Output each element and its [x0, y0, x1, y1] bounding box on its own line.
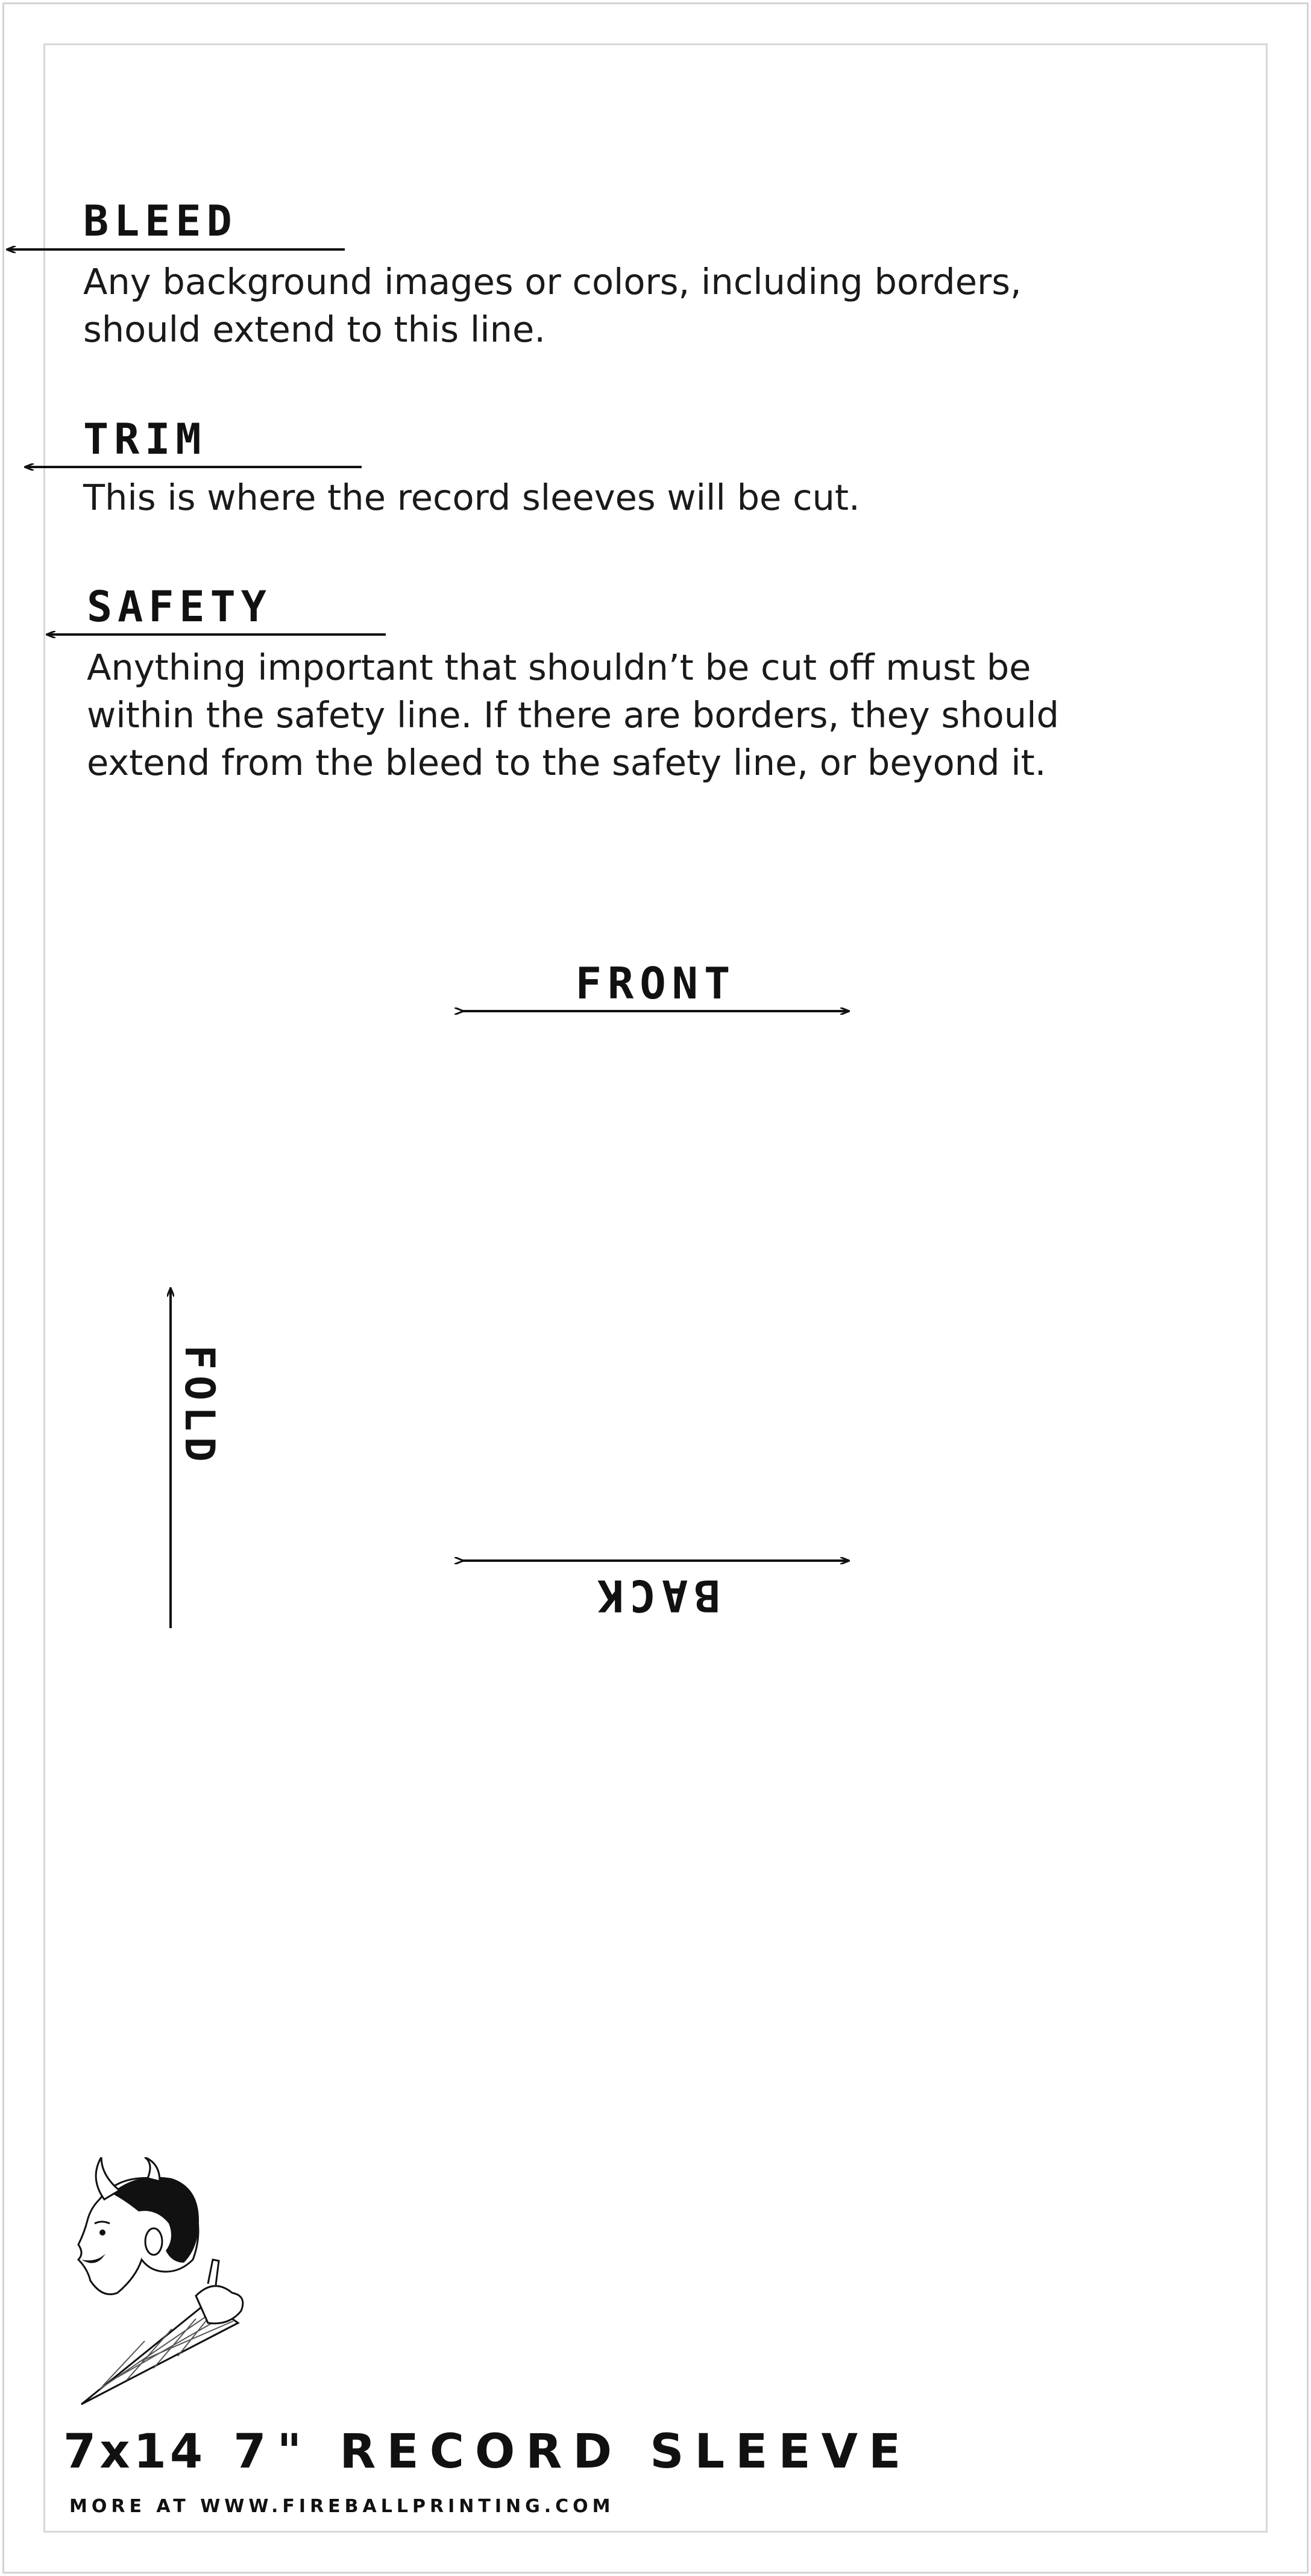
product-name: 7" RECORD SLEEVE — [233, 2425, 912, 2479]
trim-description: This is where the record sleeves will be cut. — [83, 477, 860, 518]
back-label: BACK — [591, 1570, 720, 1621]
front-label: FRONT — [575, 958, 737, 1009]
fold-label: FOLD — [175, 1345, 223, 1468]
product-size: 7x14 — [63, 2425, 207, 2479]
more-at-text — [69, 2498, 614, 2516]
product-title — [63, 2425, 912, 2479]
safety-description: Anything important that shouldn’t be cut off must be within the safety line. If there are borders, they should extend from the bleed to the safety line, or beyond it. — [87, 647, 1059, 783]
devil-ice-cream-logo-icon — [57, 2157, 256, 2410]
safety-heading: SAFETY — [87, 582, 272, 631]
bleed-description: Any background images or colors, including borders, should extend to this line. — [83, 261, 1022, 350]
trim-heading: TRIM — [83, 415, 207, 464]
website-link[interactable]: WWW.FIREBALLPRINTING.COM — [200, 2496, 615, 2517]
more-at-prefix: MORE AT — [69, 2496, 201, 2517]
bleed-heading: BLEED — [83, 196, 237, 246]
